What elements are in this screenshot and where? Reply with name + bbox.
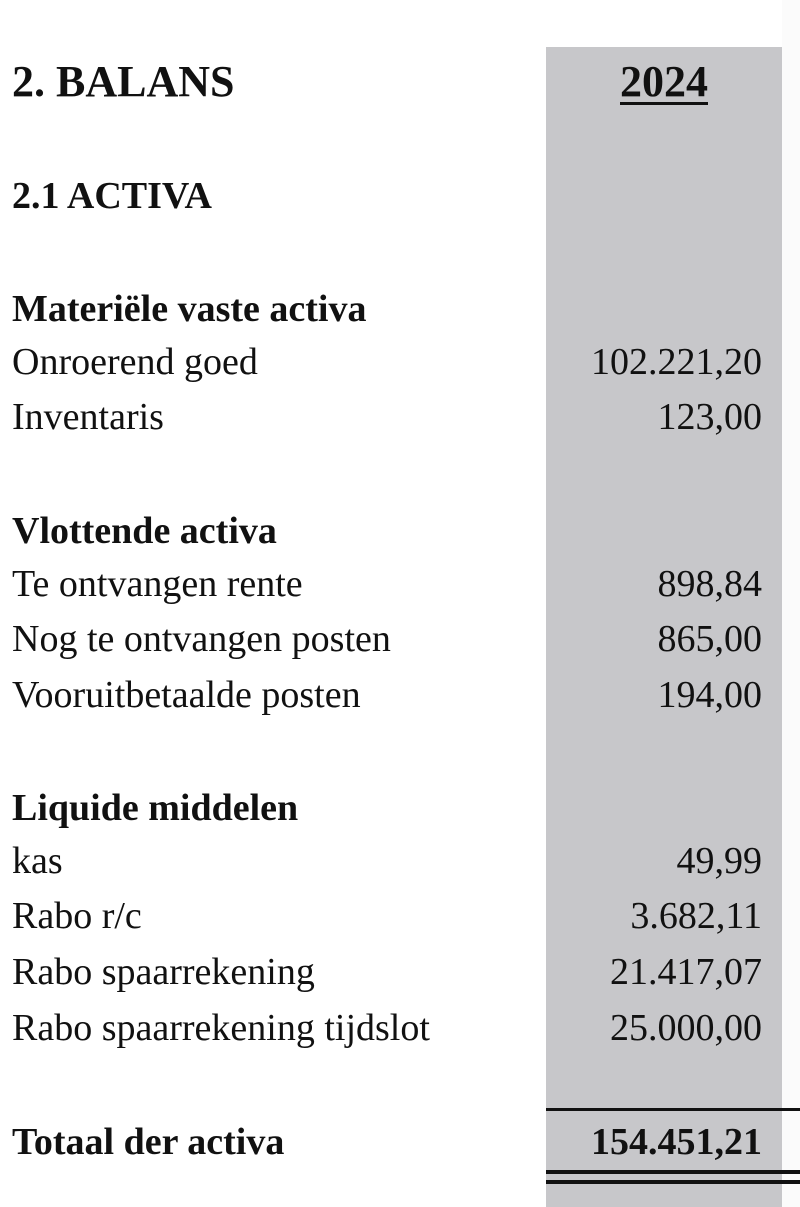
row-value-inventaris: 123,00 (657, 396, 762, 438)
total-double-rule-lower (546, 1180, 800, 1184)
year-column-header (546, 57, 782, 106)
row-label-onroerend-goed: Onroerend goed (12, 341, 258, 383)
group-title-materiele-vaste-activa: Materiële vaste activa (12, 288, 367, 330)
row-label-rabo-spaarrekening-tijdslot: Rabo spaarrekening tijdslot (12, 1007, 430, 1049)
row-value-rabo-spaarrekening: 21.417,07 (610, 951, 762, 993)
section-title: 2.1 ACTIVA (12, 175, 212, 217)
row-value-te-ontvangen-rente: 898,84 (657, 563, 762, 605)
row-value-rabo-rc: 3.682,11 (630, 895, 762, 937)
row-label-vooruitbetaalde-posten: Vooruitbetaalde posten (12, 674, 361, 716)
row-label-rabo-spaarrekening: Rabo spaarrekening (12, 951, 315, 993)
total-double-rule-upper (546, 1170, 800, 1174)
row-value-nog-te-ontvangen-posten: 865,00 (657, 618, 762, 660)
row-value-kas: 49,99 (676, 840, 762, 882)
row-label-rabo-rc: Rabo r/c (12, 895, 142, 937)
page-title: 2. BALANS (12, 57, 235, 106)
row-value-vooruitbetaalde-posten: 194,00 (657, 674, 762, 716)
year-label: 2024 (620, 57, 708, 106)
row-label-nog-te-ontvangen-posten: Nog te ontvangen posten (12, 618, 391, 660)
row-value-rabo-spaarrekening-tijdslot: 25.000,00 (610, 1007, 762, 1049)
page-edge (782, 0, 800, 1207)
total-value: 154.451,21 (591, 1121, 762, 1163)
total-label: Totaal der activa (12, 1121, 285, 1163)
group-title-liquide-middelen: Liquide middelen (12, 787, 299, 829)
total-top-rule (546, 1108, 800, 1111)
row-label-inventaris: Inventaris (12, 396, 164, 438)
row-label-te-ontvangen-rente: Te ontvangen rente (12, 563, 303, 605)
group-title-vlottende-activa: Vlottende activa (12, 510, 277, 552)
row-value-onroerend-goed: 102.221,20 (591, 341, 762, 383)
row-label-kas: kas (12, 840, 63, 882)
